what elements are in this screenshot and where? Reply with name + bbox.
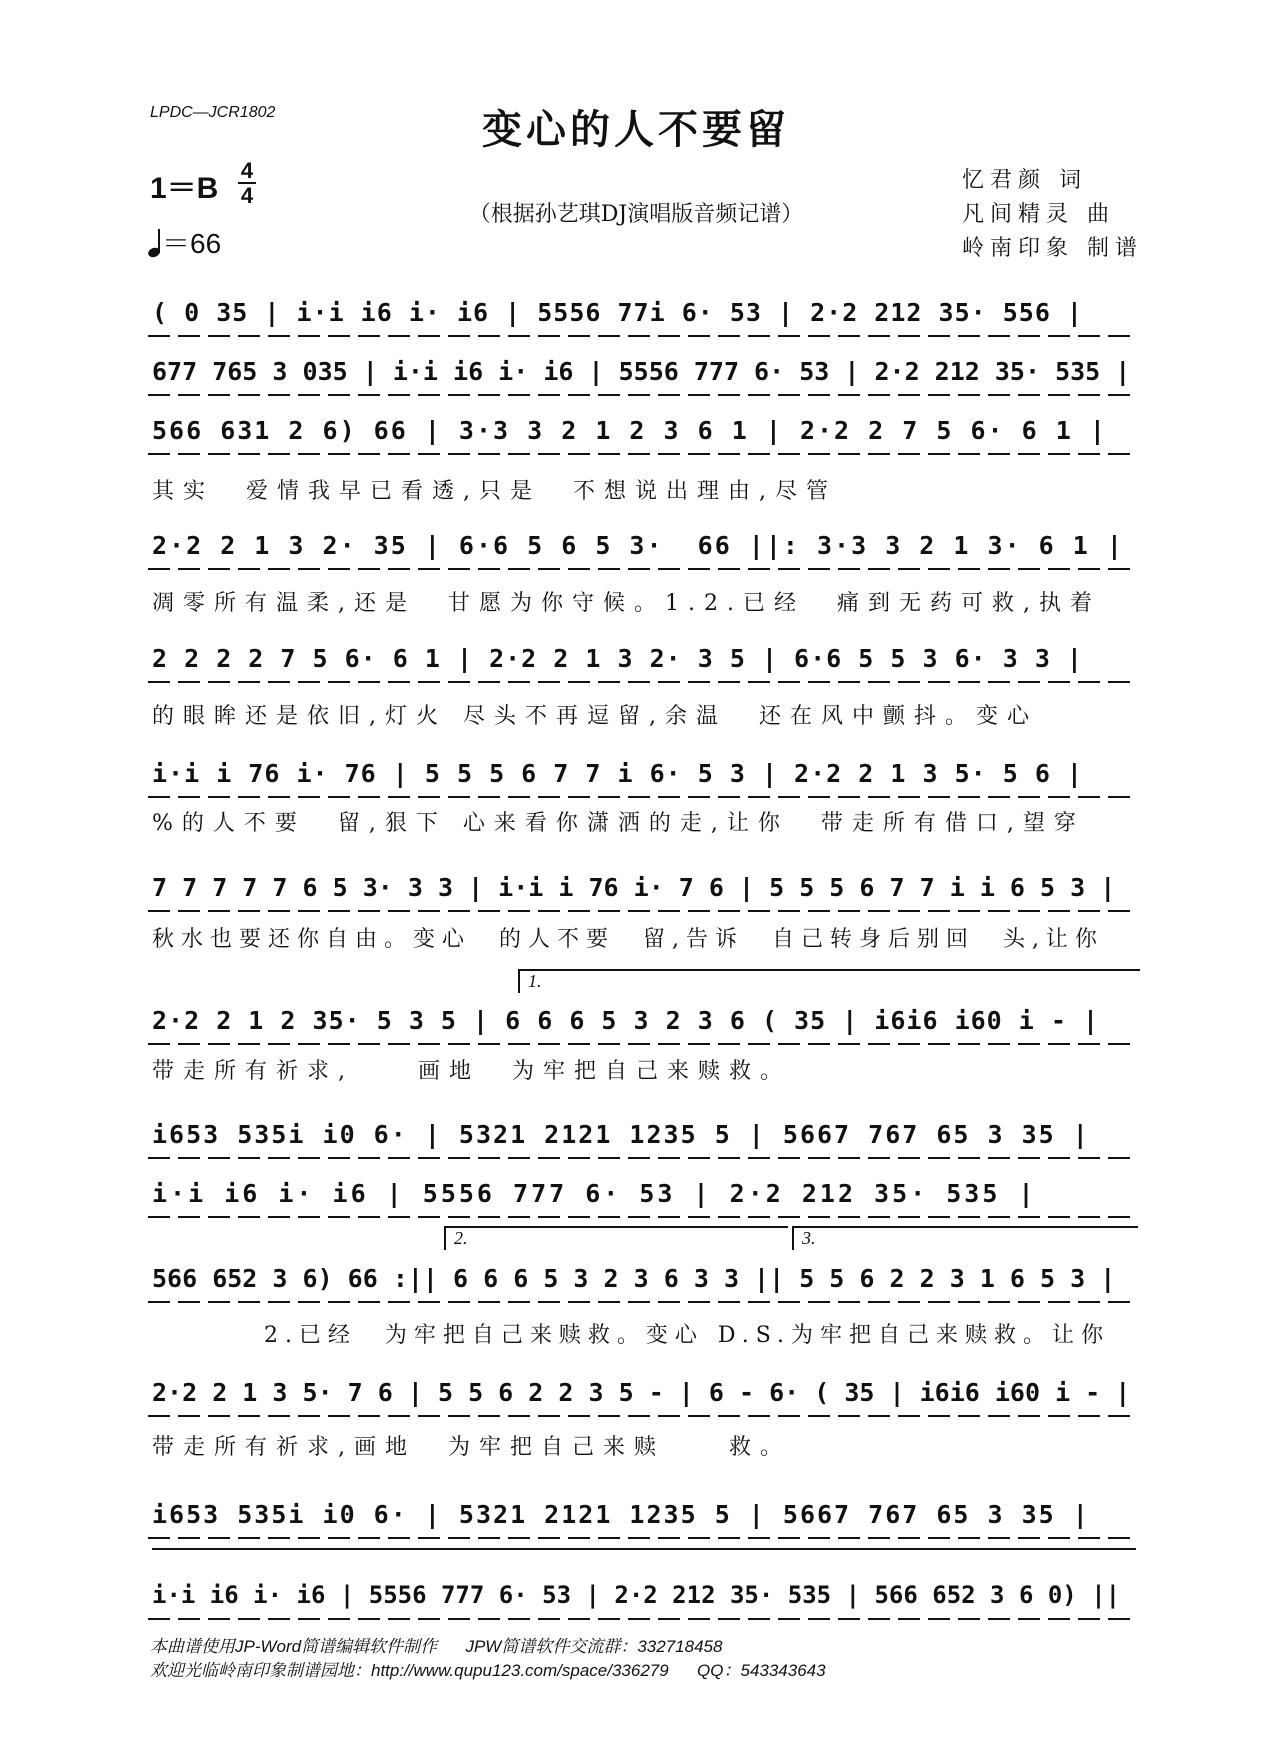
final-bracket xyxy=(152,1548,1136,1572)
footer-website-note: 欢迎光临岭南印象制谱园地：http://www.qupu123.com/space/336279 QQ：543343643 xyxy=(150,1661,826,1680)
volta-3: 3. xyxy=(792,1226,1138,1250)
music-line: 566 631 2 6) 66 | 3·3 3 2 1 2 3 6 1 | 2·2 2 7 5 6· 6 1 | xyxy=(152,411,1130,449)
music-line: i·i i6 i· i6 | 5556 777 6· 53 | 2·2 212 35· 535 | xyxy=(152,1174,1130,1212)
lyric-line: 带走所有祈求,画地 为牢把自己来赎 救。 xyxy=(152,1435,791,1460)
credit-score: 岭南印象 制谱 xyxy=(962,236,1143,261)
lyric-line: 其实 爱情我早已看透,只是 不想说出理由,尽管 xyxy=(152,479,837,504)
lyric-line: 2.已经 为牢把自己来赎救。变心 D.S.为牢把自己来赎救。让你 xyxy=(152,1323,1111,1348)
lyric-line: 的眼眸还是依旧,灯火 尽头不再逗留,余温 还在风中颤抖。变心 xyxy=(152,704,1038,729)
volta-1: 1. xyxy=(518,969,1140,993)
music-line: 2·2 2 1 3 5· 7 6 | 5 5 6 2 2 3 5 - | 6 - 6· ( 35 | i6i6 i60 i - | xyxy=(152,1373,1130,1411)
music-line: 2·2 2 1 3 2· 35 | 6·6 5 6 5 3· 66 ||: 3·3 3 2 1 3· 6 1 | xyxy=(152,526,1130,564)
footer-software-note: 本曲谱使用JP-Word简谱编辑软件制作 JPW简谱软件交流群：332718458 xyxy=(150,1637,723,1656)
music-line: 7 7 7 7 7 6 5 3· 3 3 | i·i i 76 i· 7 6 | 5 5 5 6 7 7 i i 6 5 3 | xyxy=(152,868,1130,906)
lyric-line: 带走所有祈求, 画地 为牢把自己来赎救。 xyxy=(152,1059,791,1084)
tempo-value: ＝66 xyxy=(162,228,222,259)
music-line: 2 2 2 2 7 5 6· 6 1 | 2·2 2 1 3 2· 3 5 | 6·6 5 5 3 6· 3 3 | xyxy=(152,639,1130,677)
volta-2: 2. xyxy=(444,1226,788,1250)
lyric-line: 凋零所有温柔,还是 甘愿为你守候。1.2.已经 痛到无药可救,执着 xyxy=(152,591,1101,616)
music-line: ( 0 35 | i·i i6 i· i6 | 5556 77i 6· 53 | 2·2 212 35· 556 | xyxy=(152,293,1130,331)
time-signature-top: 4 xyxy=(240,158,254,183)
subtitle: （根据孙艺琪DJ演唱版音频记谱） xyxy=(468,202,804,227)
key-signature: 1＝B xyxy=(150,172,219,205)
score-code: LPDC—JCR1802 xyxy=(150,104,276,121)
song-title: 变心的人不要留 xyxy=(482,106,790,153)
music-line: 677 765 3 035 | i·i i6 i· i6 | 5556 777 6· 53 | 2·2 212 35· 535 | xyxy=(152,352,1130,390)
music-line: 2·2 2 1 2 35· 5 3 5 | 6 6 6 5 3 2 3 6 ( 35 | i6i6 i60 i - | xyxy=(152,1001,1130,1039)
time-signature-bottom: 4 xyxy=(240,183,254,208)
credit-lyrics: 忆君颜 词 xyxy=(962,168,1087,193)
music-line: 566 652 3 6) 66 :|| 6 6 6 5 3 2 3 6 3 3 || 5 5 6 2 2 3 1 6 5 3 | xyxy=(152,1259,1130,1297)
credit-music: 凡间精灵 曲 xyxy=(962,202,1115,227)
music-line: i653 535i i0 6· | 5321 2121 1235 5 | 5667 767 65 3 35 | xyxy=(152,1495,1130,1533)
lyric-line: 秋水也要还你自由。变心 的人不要 留,告诉 自己转身后别回 头,让你 xyxy=(152,927,1104,952)
music-line: i653 535i i0 6· | 5321 2121 1235 5 | 5667 767 65 3 35 | xyxy=(152,1115,1130,1153)
music-line: i·i i6 i· i6 | 5556 777 6· 53 | 2·2 212 35· 535 | 566 652 3 6 0) || xyxy=(152,1576,1130,1614)
tempo-marking xyxy=(148,222,221,262)
music-line: i·i i 76 i· 76 | 5 5 5 6 7 7 i 6· 5 3 | 2·2 2 1 3 5· 5 6 | xyxy=(152,754,1130,792)
quarter-note-icon xyxy=(148,229,162,257)
lyric-line: %的人不要 留,狠下 心来看你潇洒的走,让你 带走所有借口,望穿 xyxy=(152,811,1085,836)
